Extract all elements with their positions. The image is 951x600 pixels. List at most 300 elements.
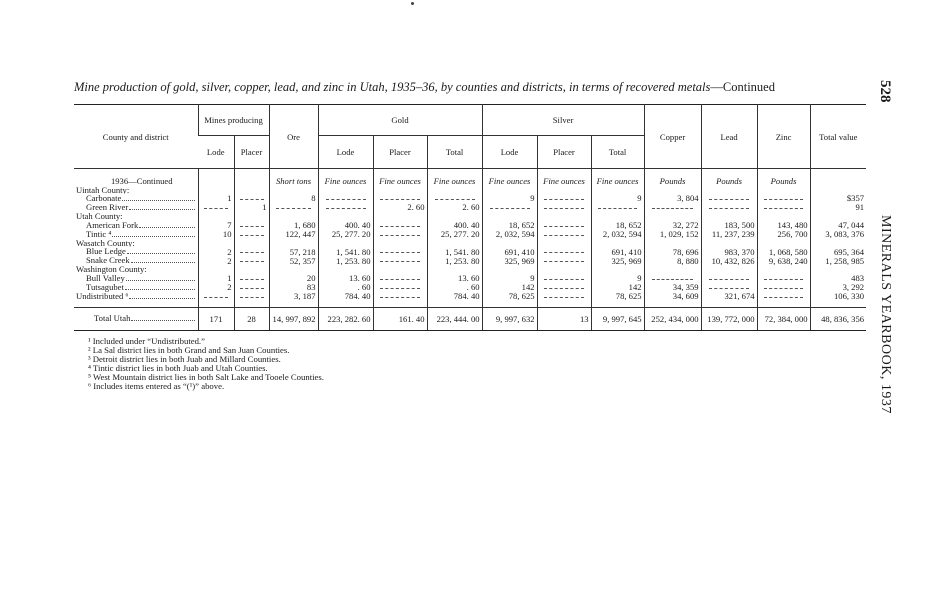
cell-value: 13. 60 xyxy=(458,273,480,283)
cell-value: 483 xyxy=(851,273,865,283)
footnotes xyxy=(88,337,324,391)
data-cell xyxy=(234,221,269,230)
header-mines-lode: Lode xyxy=(198,136,234,169)
data-cell xyxy=(757,247,810,256)
data-cell xyxy=(644,274,701,283)
blank-cell xyxy=(537,212,591,221)
data-cell xyxy=(427,292,482,301)
cell-value: 691, 410 xyxy=(504,247,535,257)
cell-value: 34, 359 xyxy=(672,282,699,292)
data-cell xyxy=(482,256,537,265)
total-cell xyxy=(318,307,373,330)
cell-value: 1, 253. 80 xyxy=(336,256,371,266)
table-row xyxy=(74,256,866,265)
data-cell xyxy=(318,274,373,283)
cell-value: 32, 272 xyxy=(672,220,699,230)
empty-dash xyxy=(709,208,750,209)
cell-value: 695, 364 xyxy=(833,247,865,257)
blank-cell xyxy=(234,239,269,248)
blank-cell xyxy=(591,239,644,248)
row-label xyxy=(74,221,198,230)
empty-dash xyxy=(544,279,583,280)
cell-value: 8 xyxy=(311,194,316,204)
cell-value: 9, 997, 632 xyxy=(495,313,535,324)
data-cell xyxy=(198,203,234,212)
cell-value: 78, 625 xyxy=(615,291,642,301)
data-cell xyxy=(537,283,591,292)
leader-dots xyxy=(126,280,195,281)
empty-dash xyxy=(544,199,583,200)
total-cell xyxy=(644,307,701,330)
blank-cell xyxy=(234,212,269,221)
empty-dash xyxy=(380,288,419,289)
empty-dash xyxy=(544,235,583,236)
blank-cell xyxy=(269,212,318,221)
blank-cell xyxy=(810,186,866,195)
cell-value: 400. 40 xyxy=(453,220,480,230)
data-cell xyxy=(318,203,373,212)
empty-dash xyxy=(544,252,583,253)
row-label xyxy=(74,247,198,256)
data-cell xyxy=(269,203,318,212)
unit-copper: Pounds xyxy=(644,169,701,186)
cell-value: 7 xyxy=(227,220,232,230)
row-label xyxy=(74,256,198,265)
cell-value: 1, 680 xyxy=(294,220,316,230)
blank-cell xyxy=(701,212,757,221)
data-cell xyxy=(810,203,866,212)
blank-cell xyxy=(537,265,591,274)
empty-dash xyxy=(435,199,475,200)
header-mines: Mines producing xyxy=(198,105,269,136)
row-name: Washington County: xyxy=(76,265,147,274)
empty-dash xyxy=(240,279,264,280)
cell-value: 183, 500 xyxy=(724,220,755,230)
data-cell xyxy=(591,256,644,265)
row-name: Undistributed ⁶ xyxy=(76,291,129,301)
footnote: ⁶ Includes items entered as “(¹)” above. xyxy=(88,381,225,391)
row-name: Utah County: xyxy=(76,212,123,221)
empty-dash xyxy=(380,261,419,262)
data-cell xyxy=(269,194,318,203)
cell-value: 13 xyxy=(579,313,589,324)
cell-value: 9 xyxy=(637,273,642,283)
cell-value: 78, 696 xyxy=(672,247,699,257)
data-cell xyxy=(234,283,269,292)
data-cell xyxy=(591,283,644,292)
data-cell xyxy=(701,292,757,301)
data-cell xyxy=(591,274,644,283)
data-cell xyxy=(269,247,318,256)
cell-value: 139, 772, 000 xyxy=(707,313,755,324)
blank-cell xyxy=(591,265,644,274)
cell-value: 78, 625 xyxy=(508,291,535,301)
blank-cell xyxy=(482,186,537,195)
blank-cell xyxy=(644,239,701,248)
leader-dots xyxy=(125,289,195,290)
cell-value: 691, 410 xyxy=(611,247,642,257)
blank-cell xyxy=(757,239,810,248)
data-cell xyxy=(810,247,866,256)
cell-value: 2 xyxy=(227,282,232,292)
scan-speck xyxy=(411,2,414,5)
blank-cell xyxy=(701,265,757,274)
cell-value: . 60 xyxy=(357,282,371,292)
empty-dash xyxy=(652,208,694,209)
data-cell xyxy=(757,203,810,212)
blank-cell xyxy=(269,239,318,248)
table-row xyxy=(74,265,866,274)
total-label xyxy=(74,307,198,330)
blank-cell xyxy=(198,239,234,248)
row-name: Tutsagubet xyxy=(86,282,124,292)
data-cell xyxy=(537,221,591,230)
data-cell xyxy=(373,247,427,256)
cell-value: 1, 253. 80 xyxy=(445,256,480,266)
row-label xyxy=(74,186,198,195)
data-cell xyxy=(427,256,482,265)
data-cell xyxy=(644,283,701,292)
cell-value: 142 xyxy=(628,282,642,292)
empty-dash xyxy=(764,288,802,289)
unit-silver-total: Fine ounces xyxy=(591,169,644,186)
data-cell xyxy=(427,194,482,203)
row-label xyxy=(74,230,198,239)
leader-dots xyxy=(129,298,194,299)
data-cell xyxy=(701,203,757,212)
empty-dash xyxy=(240,226,264,227)
empty-dash xyxy=(380,226,419,227)
data-cell xyxy=(537,292,591,301)
empty-dash xyxy=(709,279,750,280)
cell-value: 256, 700 xyxy=(777,229,808,239)
data-cell xyxy=(373,230,427,239)
data-cell xyxy=(427,247,482,256)
row-label xyxy=(74,212,198,221)
data-cell xyxy=(810,292,866,301)
data-cell xyxy=(198,230,234,239)
running-head: MINERALS YEARBOOK, 1937 xyxy=(878,215,893,414)
data-cell xyxy=(757,230,810,239)
total-cell xyxy=(810,307,866,330)
header-ore: Ore xyxy=(269,105,318,169)
data-cell xyxy=(757,283,810,292)
blank-cell xyxy=(757,212,810,221)
table-row xyxy=(74,283,866,292)
footnote: ¹ Included under “Undistributed.” xyxy=(88,336,205,346)
empty-dash xyxy=(326,199,366,200)
row-name: Uintah County: xyxy=(76,185,130,195)
cell-value: 325, 969 xyxy=(504,256,535,266)
cell-value: 325, 969 xyxy=(611,256,642,266)
row-label xyxy=(74,274,198,283)
row-name: Carbonate xyxy=(86,194,122,204)
unit-silver-placer: Fine ounces xyxy=(537,169,591,186)
cell-value: 142 xyxy=(521,282,535,292)
data-cell xyxy=(234,292,269,301)
cell-value: 1, 258, 985 xyxy=(825,256,865,266)
unit-lead: Pounds xyxy=(701,169,757,186)
empty-dash xyxy=(276,208,311,209)
empty-dash xyxy=(380,235,419,236)
data-cell xyxy=(644,221,701,230)
data-cell xyxy=(318,256,373,265)
cell-value: 9 xyxy=(637,194,642,204)
cell-value: 91 xyxy=(855,203,865,213)
data-cell xyxy=(198,247,234,256)
cell-value: 252, 434, 000 xyxy=(651,313,699,324)
cell-value: 25, 277. 20 xyxy=(331,229,371,239)
cell-value: 1, 541. 80 xyxy=(445,247,480,257)
blank-cell xyxy=(198,186,234,195)
header-silver-placer: Placer xyxy=(537,136,591,169)
blank-cell xyxy=(701,239,757,248)
data-cell xyxy=(757,274,810,283)
cell-value: 223, 282. 60 xyxy=(327,313,371,324)
row-name: Wasatch County: xyxy=(76,238,135,248)
data-cell xyxy=(318,292,373,301)
empty-dash xyxy=(544,288,583,289)
data-cell xyxy=(427,230,482,239)
empty-dash xyxy=(764,199,802,200)
blank-cell xyxy=(269,265,318,274)
cell-value: 1 xyxy=(227,273,232,283)
cell-value: 18, 652 xyxy=(508,220,535,230)
cell-value: 2. 60 xyxy=(407,203,425,213)
cell-value: 52, 357 xyxy=(289,256,316,266)
data-cell xyxy=(373,292,427,301)
cell-value: 171 xyxy=(209,313,223,324)
data-cell xyxy=(198,194,234,203)
table-row xyxy=(74,203,866,212)
data-cell xyxy=(427,221,482,230)
cell-value: 1, 541. 80 xyxy=(336,247,371,257)
cell-value: 47, 044 xyxy=(838,220,865,230)
header-total-value: Total value xyxy=(810,105,866,169)
blank-cell xyxy=(318,212,373,221)
data-cell xyxy=(591,221,644,230)
header-silver-total: Total xyxy=(591,136,644,169)
data-cell xyxy=(537,247,591,256)
cell-value: 400. 40 xyxy=(344,220,371,230)
empty-dash xyxy=(240,297,264,298)
row-label xyxy=(74,239,198,248)
leader-dots xyxy=(127,253,195,254)
blank-cell xyxy=(427,265,482,274)
header-zinc: Zinc xyxy=(757,105,810,169)
empty-dash xyxy=(240,288,264,289)
data-cell xyxy=(537,194,591,203)
data-cell xyxy=(269,221,318,230)
cell-value: 10, 432, 826 xyxy=(711,256,755,266)
blank-cell xyxy=(757,186,810,195)
data-cell xyxy=(427,203,482,212)
table-row xyxy=(74,292,866,301)
data-cell xyxy=(318,194,373,203)
data-cell xyxy=(701,230,757,239)
total-cell xyxy=(537,307,591,330)
table-row xyxy=(74,186,866,195)
footnote: ⁵ West Mountain district lies in both Salt Lake and Tooele Counties. xyxy=(88,372,324,382)
year-label: 1936—Continued xyxy=(110,176,173,186)
data-cell xyxy=(757,256,810,265)
empty-dash xyxy=(764,279,802,280)
table-row xyxy=(74,221,866,230)
leader-dots xyxy=(112,236,194,237)
total-cell xyxy=(701,307,757,330)
data-cell xyxy=(234,230,269,239)
data-cell xyxy=(373,203,427,212)
blank-cell xyxy=(810,239,866,248)
empty-dash xyxy=(240,261,264,262)
cell-value: 9 xyxy=(530,194,535,204)
empty-dash xyxy=(764,208,802,209)
header-gold-placer: Placer xyxy=(373,136,427,169)
blank-cell xyxy=(644,265,701,274)
production-table xyxy=(74,104,866,331)
cell-value: 2 xyxy=(227,247,232,257)
empty-dash xyxy=(204,208,229,209)
blank-cell xyxy=(373,186,427,195)
row-name: Tintic ⁴ xyxy=(86,229,112,239)
cell-value: 1, 068, 580 xyxy=(768,247,808,257)
table-row xyxy=(74,274,866,283)
data-cell xyxy=(482,221,537,230)
blank-cell xyxy=(591,186,644,195)
data-cell xyxy=(269,274,318,283)
blank-cell xyxy=(701,186,757,195)
data-cell xyxy=(537,274,591,283)
empty-dash xyxy=(326,208,366,209)
table-row xyxy=(74,230,866,239)
row-label xyxy=(74,194,198,203)
data-cell xyxy=(269,283,318,292)
row-label xyxy=(74,283,198,292)
cell-value: 223, 444. 00 xyxy=(436,313,480,324)
header-lead: Lead xyxy=(701,105,757,169)
cell-value: 1, 029, 152 xyxy=(659,229,699,239)
leader-dots xyxy=(131,320,194,321)
empty-dash xyxy=(380,199,419,200)
header-county: County and district xyxy=(102,131,169,142)
cell-value: 83 xyxy=(306,282,316,292)
data-cell xyxy=(269,230,318,239)
table-row xyxy=(74,247,866,256)
row-label xyxy=(74,265,198,274)
cell-value: 9 xyxy=(530,273,535,283)
data-cell xyxy=(373,256,427,265)
data-cell xyxy=(644,256,701,265)
empty-dash xyxy=(544,208,583,209)
data-cell xyxy=(427,274,482,283)
leader-dots xyxy=(139,227,194,228)
data-cell xyxy=(234,194,269,203)
unit-gold-lode: Fine ounces xyxy=(318,169,373,186)
empty-dash xyxy=(764,297,802,298)
blank-cell xyxy=(198,212,234,221)
data-cell xyxy=(482,230,537,239)
data-cell xyxy=(318,230,373,239)
cell-value: 25, 277. 20 xyxy=(440,229,480,239)
data-cell xyxy=(537,203,591,212)
cell-value: 2, 032, 594 xyxy=(602,229,642,239)
blank-cell xyxy=(234,265,269,274)
blank-cell xyxy=(537,186,591,195)
row-name: Green River xyxy=(86,203,129,213)
cell-value: 14, 997, 892 xyxy=(272,313,316,324)
data-cell xyxy=(198,292,234,301)
blank-cell xyxy=(644,212,701,221)
data-cell xyxy=(810,230,866,239)
data-cell xyxy=(591,230,644,239)
data-cell xyxy=(701,194,757,203)
cell-value: 3, 083, 376 xyxy=(825,229,865,239)
data-cell xyxy=(482,283,537,292)
total-cell xyxy=(427,307,482,330)
cell-value: 18, 652 xyxy=(615,220,642,230)
footnote: ² La Sal district lies in both Grand and San Juan Counties. xyxy=(88,345,290,355)
blank-cell xyxy=(427,239,482,248)
unit-gold-total: Fine ounces xyxy=(427,169,482,186)
blank-cell xyxy=(644,186,701,195)
data-cell xyxy=(269,256,318,265)
empty-dash xyxy=(380,297,419,298)
units-row xyxy=(74,169,866,186)
data-cell xyxy=(644,203,701,212)
cell-value: 2. 60 xyxy=(462,203,480,213)
data-cell xyxy=(198,283,234,292)
total-cell xyxy=(373,307,427,330)
empty-dash xyxy=(204,297,229,298)
empty-dash xyxy=(380,252,419,253)
data-cell xyxy=(810,274,866,283)
cell-value: 20 xyxy=(306,273,316,283)
data-cell xyxy=(644,194,701,203)
data-cell xyxy=(482,203,537,212)
empty-dash xyxy=(544,297,583,298)
cell-value: 48, 836, 356 xyxy=(821,313,865,324)
empty-dash xyxy=(544,226,583,227)
cell-value: 1 xyxy=(227,194,232,204)
data-cell xyxy=(482,292,537,301)
data-cell xyxy=(537,230,591,239)
data-cell xyxy=(234,256,269,265)
row-name: Blue Ledge xyxy=(86,247,126,257)
unit-silver-lode: Fine ounces xyxy=(482,169,537,186)
data-cell xyxy=(810,283,866,292)
empty-dash xyxy=(598,208,636,209)
data-cell xyxy=(701,221,757,230)
data-cell xyxy=(198,256,234,265)
data-cell xyxy=(373,221,427,230)
data-cell xyxy=(234,274,269,283)
data-cell xyxy=(234,247,269,256)
cell-value: 784. 40 xyxy=(453,291,480,301)
cell-value: 2, 032, 594 xyxy=(495,229,535,239)
data-cell xyxy=(810,194,866,203)
data-cell xyxy=(482,274,537,283)
cell-value: 9, 638, 240 xyxy=(768,256,808,266)
leader-dots xyxy=(129,209,194,210)
total-cell xyxy=(198,307,234,330)
blank-cell xyxy=(373,212,427,221)
cell-value: 13. 60 xyxy=(349,273,371,283)
leader-dots xyxy=(122,200,194,201)
cell-value: 3, 187 xyxy=(294,291,316,301)
total-cell xyxy=(482,307,537,330)
empty-dash xyxy=(544,261,583,262)
row-label xyxy=(74,203,198,212)
